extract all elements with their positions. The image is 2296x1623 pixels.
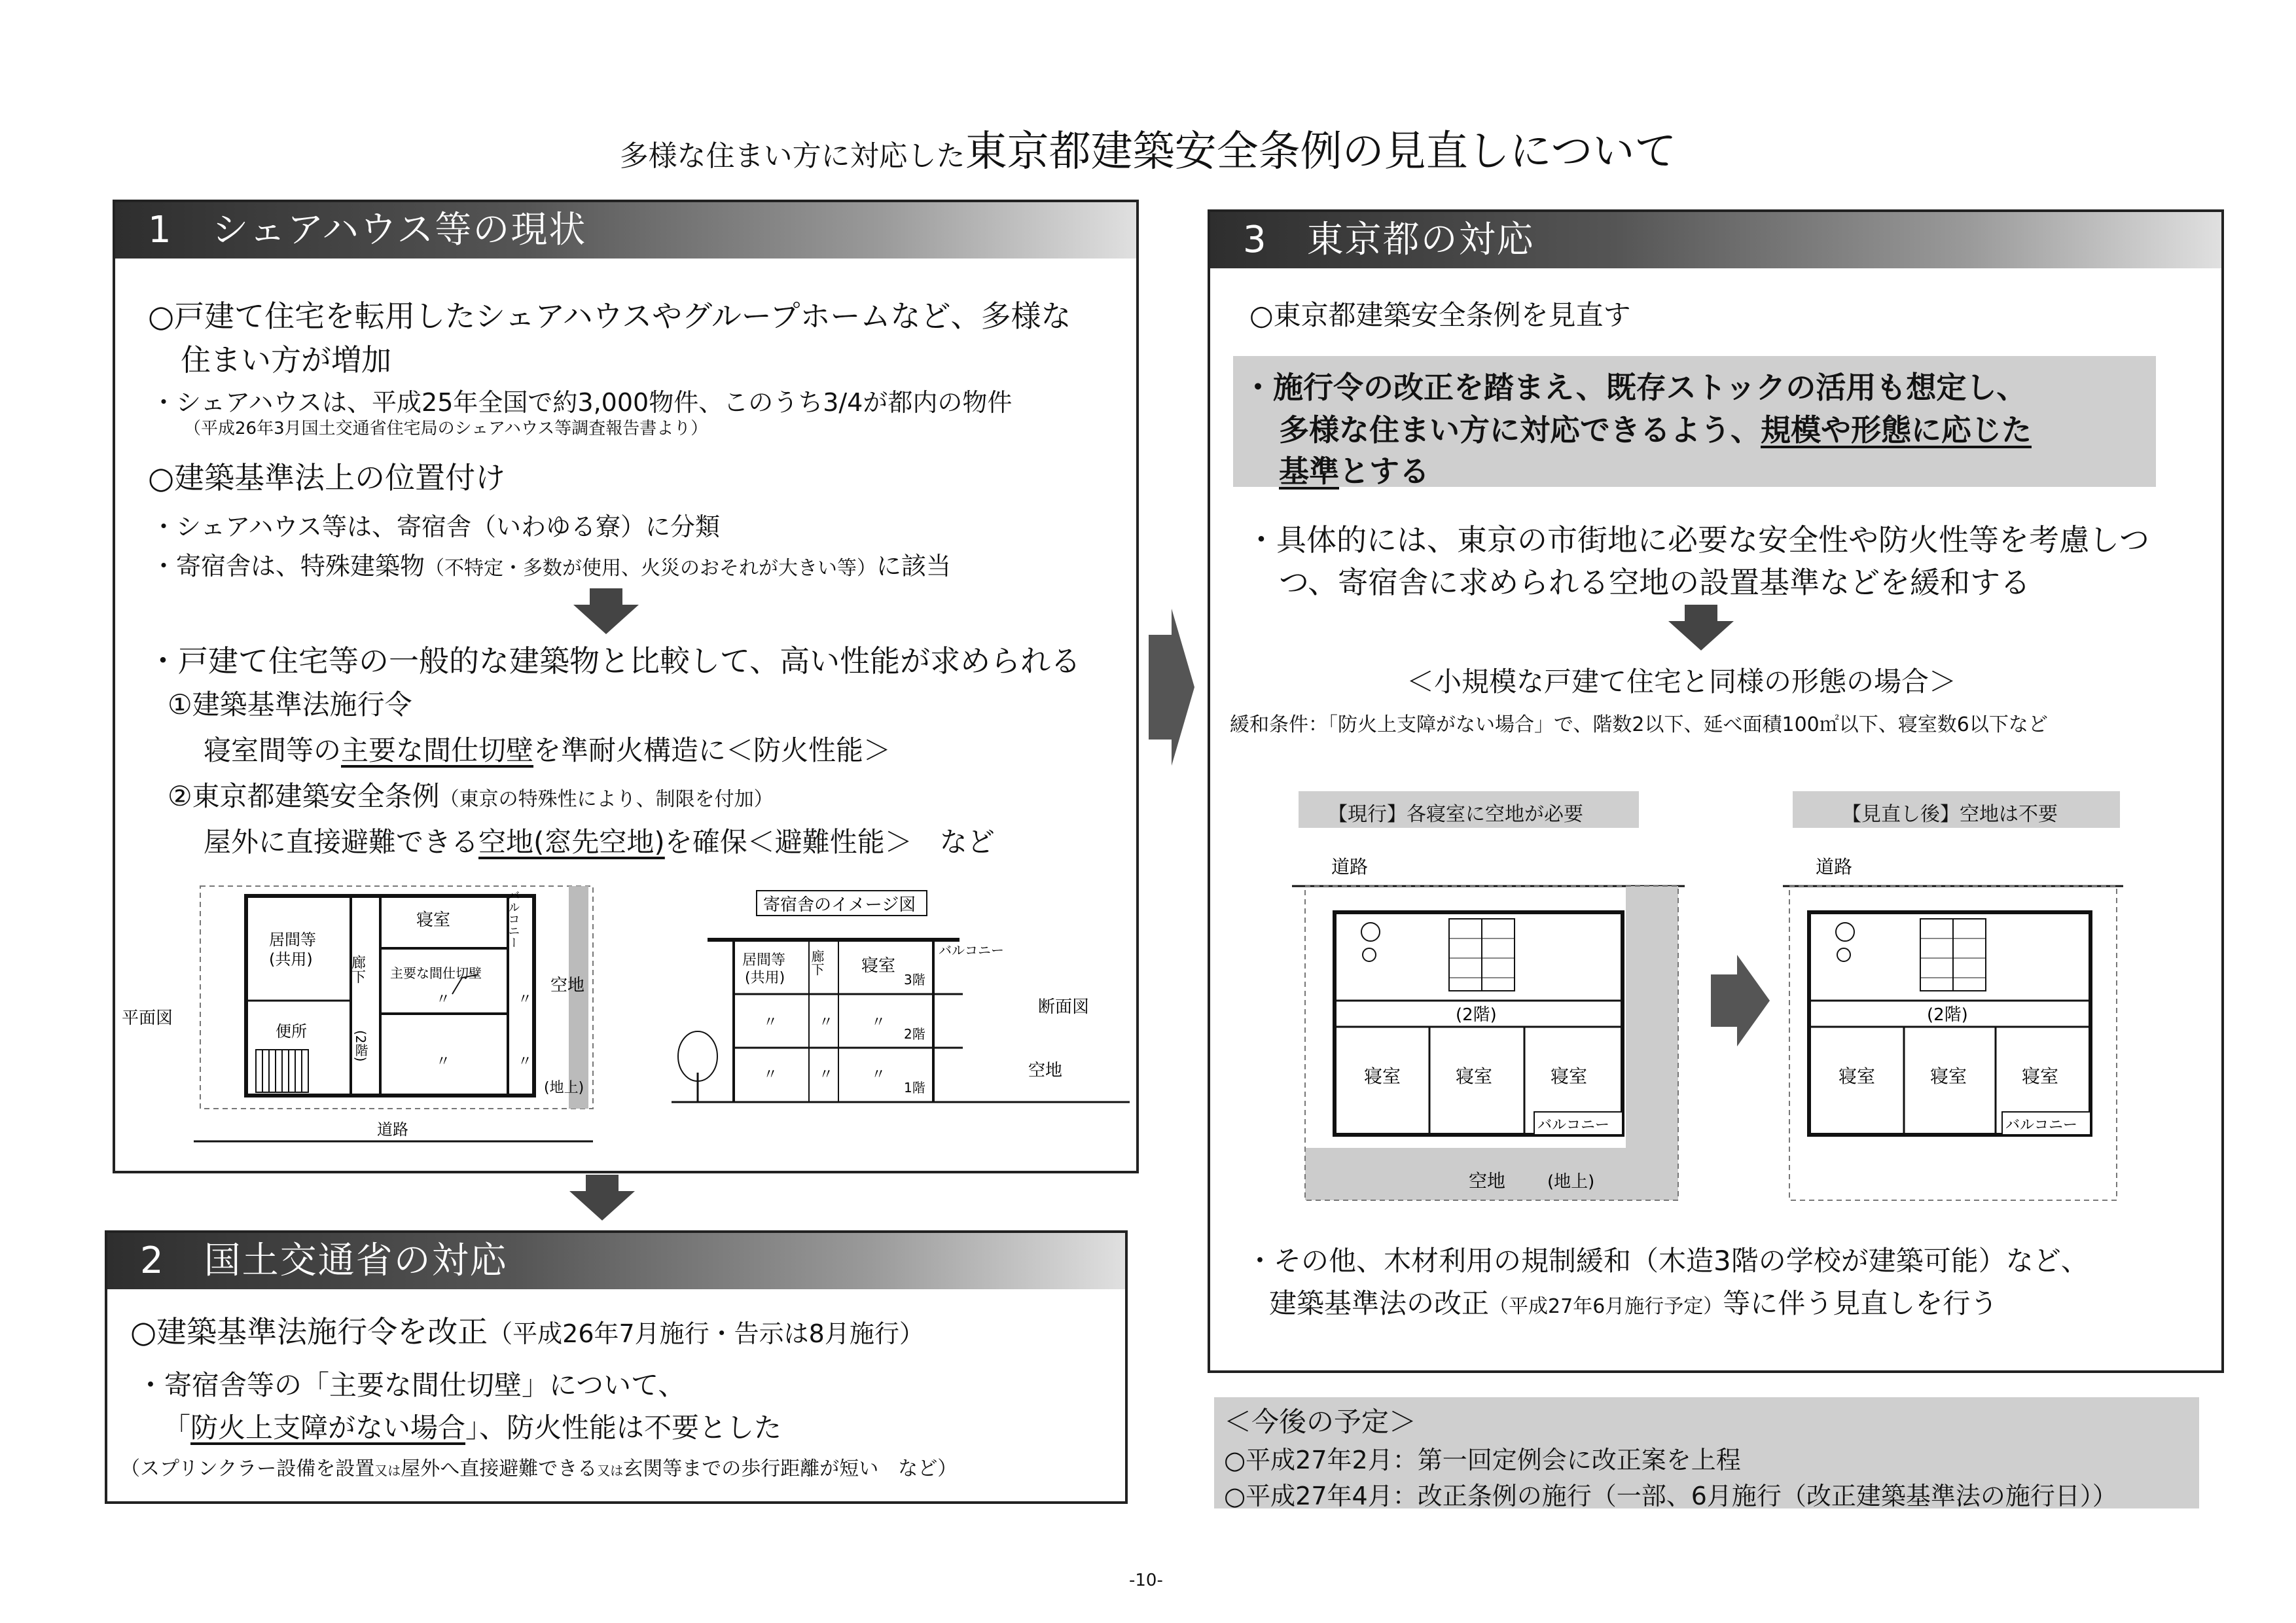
p3-other-l2-c: 等に伴う見直しを行う	[1723, 1287, 1998, 1319]
arrow-down-icon	[573, 588, 639, 634]
arrow-down-icon-3	[1668, 605, 1734, 651]
section-f3: 3階	[904, 972, 925, 988]
section-diagram	[672, 876, 1130, 1158]
before-bedroom-1: 寝室	[1364, 1065, 1401, 1087]
before-open: 空地	[1469, 1170, 1506, 1192]
before-bedroom-3: 寝室	[1551, 1065, 1588, 1087]
panel2-heading: 国土交通省の対応	[204, 1240, 508, 1282]
floor-plan-diagram	[122, 876, 711, 1164]
p1-special-a: ・寄宿舎は、特殊建築物	[151, 552, 425, 580]
section-open: 空地	[1028, 1061, 1063, 1080]
section-corridor: 廊下	[809, 950, 825, 976]
panel2-header	[107, 1233, 1125, 1289]
panel-tokyo-response	[1208, 209, 2224, 1373]
p2-line2: ・寄宿舎等の「主要な間仕切壁」について、	[137, 1369, 686, 1401]
p1-item2-body	[204, 821, 995, 860]
panel1-header	[115, 202, 1136, 259]
p3-box-l3-b: とする	[1339, 454, 1429, 489]
page-number: -10-	[1129, 1571, 1163, 1590]
before-plan-diagram	[1292, 840, 1685, 1213]
p1-line1: ○戸建て住宅を転用したシェアハウスやグループホームなど、多様な	[148, 298, 1071, 334]
plan-open: 空地	[550, 976, 585, 995]
p1-item1-b: を準耐火構造に＜防火性能＞	[533, 734, 891, 766]
section-living-1: 居間等	[742, 952, 786, 969]
p2-line1-b: （平成26年7月施行・告示は8月施行）	[488, 1319, 924, 1348]
p3-box-l2	[1279, 406, 2032, 450]
plan-ditto-1: 〃	[436, 991, 451, 1008]
p2-line3	[163, 1406, 781, 1446]
plan-balcony: バルコニー	[506, 889, 520, 948]
after-bedroom-3: 寝室	[2022, 1065, 2059, 1087]
plan-living-2: (共用)	[269, 950, 313, 969]
section-label: 寄宿舎のイメージ図	[763, 895, 916, 915]
panel1-number: 1	[148, 209, 173, 251]
p3-line1: ○東京都建築安全条例を見直す	[1249, 299, 1631, 331]
p2-line4-or2: 又は	[597, 1463, 624, 1478]
p3-p2-l2: つ、寄宿舎に求められる空地の設置基準などを緩和する	[1279, 565, 2031, 600]
section-ditto-5: 〃	[871, 1014, 886, 1031]
section-ditto-1: 〃	[763, 1014, 778, 1031]
p1-heading2: ○建築基準法上の位置付け	[148, 460, 506, 495]
p3-other-l2-a: 建築基準法の改正	[1269, 1287, 1490, 1319]
after-label: 【見直し後】空地は不要	[1842, 803, 2058, 826]
panel3-heading: 東京都の対応	[1306, 219, 1535, 261]
plan-stairs: (2階)	[353, 1030, 368, 1062]
plan-ditto-2: 〃	[436, 1054, 451, 1070]
p3-box-l1: ・施行令の改正を踏まえ、既存ストックの活用も想定し、	[1243, 370, 2027, 405]
p1-item2-t: ②東京都建築安全条例	[168, 780, 440, 812]
plan-wall: 主要な間仕切壁	[390, 965, 482, 981]
after-bedroom-2: 寝室	[1930, 1065, 1967, 1087]
p1-item1-a: 寝室間等の	[204, 734, 342, 766]
plan-living-1: 居間等	[269, 931, 316, 949]
p3-box-l2-a: 多様な住まい方に対応できるよう、	[1279, 412, 1761, 448]
panel-mlit-response	[105, 1230, 1128, 1504]
before-road: 道路	[1331, 856, 1369, 878]
p1-share-bullet: ・シェアハウスは、平成25年全国で約3,000物件、このうち3/4が都内の物件	[151, 388, 1013, 417]
p1-item2-u: 空地(窓先空地)	[478, 826, 665, 858]
p1-line2: 住まい方が増加	[181, 342, 391, 378]
section-ditto-4: 〃	[819, 1067, 834, 1083]
plan-ditto-4: 〃	[518, 1054, 533, 1070]
page-title	[0, 118, 2296, 178]
title-prefix: 多様な住まい方に対応した	[619, 139, 965, 173]
p3-box-l2-u: 規模や形態に応じた	[1761, 412, 2032, 448]
p1-item2-a: 屋外に直接避難できる	[204, 826, 479, 858]
arrow-down-icon-2	[569, 1175, 635, 1221]
plan-label: 平面図	[122, 1008, 173, 1028]
before-label: 【現行】各寝室に空地が必要	[1328, 803, 1583, 826]
panel-current-status	[113, 200, 1139, 1173]
p1-special-c: に該当	[876, 552, 952, 580]
schedule-heading: ＜今後の予定＞	[1224, 1406, 1417, 1438]
plan-ground: (地上)	[544, 1080, 584, 1096]
panel3-header	[1210, 212, 2221, 268]
p3-other-l2-b: （平成27年6月施行予定）	[1489, 1295, 1723, 1318]
section-view: 断面図	[1038, 997, 1090, 1017]
section-f1: 1階	[904, 1080, 925, 1096]
panel3-number: 3	[1243, 219, 1268, 261]
p1-item1-u: 主要な間仕切壁	[341, 734, 534, 766]
p1-item1-title: ①建築基準法施行令	[168, 688, 412, 721]
arrow-right-icon	[1149, 609, 1194, 766]
p3-other-l1: ・その他、木材利用の規制緩和（木造3階の学校が建築可能）など、	[1246, 1245, 2089, 1277]
before-ground: (地上)	[1547, 1172, 1595, 1192]
p2-line4-or1: 又は	[374, 1463, 401, 1478]
after-plan-diagram	[1783, 840, 2123, 1213]
schedule-item-1: ○平成27年2月：第一回定例会に改正案を上程	[1224, 1446, 1741, 1474]
p1-item1-body	[204, 729, 891, 768]
plan-ditto-3: 〃	[518, 991, 533, 1008]
after-bedroom-1: 寝室	[1839, 1065, 1876, 1087]
p1-special-b: （不特定・多数が使用、火災のおそれが大きい等）	[425, 557, 877, 580]
p2-line4	[120, 1452, 957, 1481]
before-bedroom-2: 寝室	[1456, 1065, 1493, 1087]
plan-toilet: 便所	[276, 1022, 307, 1041]
p1-source: （平成26年3月国土交通省住宅局のシェアハウス等調査報告書より）	[184, 419, 708, 438]
arrow-right-icon-2	[1711, 955, 1770, 1046]
p1-item2-note: （東京の特殊性により、制限を付加）	[439, 788, 774, 811]
p1-bullet-special	[151, 546, 951, 582]
panel1-heading: シェアハウス等の現状	[211, 209, 587, 251]
p1-bullet-performance: ・戸建て住宅等の一般的な建築物と比較して、高い性能が求められる	[148, 643, 1081, 679]
p2-line3-u: 防火上支障がない場合	[190, 1412, 466, 1444]
p2-line3-a: 「	[163, 1412, 191, 1444]
schedule-item-2: ○平成27年4月：改正条例の施行（一部、6月施行（改正建築基準法の施行日））	[1224, 1482, 2117, 1510]
section-ditto-6: 〃	[871, 1067, 886, 1083]
after-road: 道路	[1816, 856, 1853, 878]
section-living-2: (共用)	[745, 970, 785, 986]
after-floor: (2階)	[1927, 1005, 1968, 1025]
plan-bedroom: 寝室	[416, 910, 451, 930]
p2-line3-b: 」、防火性能は不要とした	[465, 1412, 782, 1444]
section-f2: 2階	[904, 1026, 925, 1042]
p1-bullet-dormitory: ・シェアハウス等は、寄宿舎（いわゆる寮）に分類	[151, 512, 721, 541]
p2-line4-b: 屋外へ直接避難できる	[401, 1457, 598, 1480]
p2-line4-a: （スプリンクラー設備を設置	[120, 1457, 375, 1480]
p2-line1	[130, 1308, 924, 1351]
p2-line4-c: 玄関等までの歩行距離が短い など）	[623, 1457, 958, 1480]
p3-p2-l1: ・具体的には、東京の市街地に必要な安全性や防火性等を考慮しつ	[1246, 522, 2149, 558]
section-balcony: バルコニー	[939, 942, 1004, 958]
before-floor: (2階)	[1456, 1005, 1497, 1025]
p1-item2-b: を確保＜避難性能＞ など	[664, 826, 995, 858]
section-ditto-3: 〃	[819, 1014, 834, 1031]
p3-case: ＜小規模な戸建て住宅と同様の形態の場合＞	[1407, 666, 1957, 698]
after-balcony: バルコニー	[2005, 1117, 2078, 1133]
p3-other-l2	[1269, 1282, 1998, 1321]
before-balcony: バルコニー	[1537, 1117, 1610, 1133]
p3-conditions: 緩和条件：「防火上支障がない場合」で、階数2以下、延べ面積100㎡以下、寝室数6以下など	[1230, 713, 2048, 736]
p1-item2-title	[168, 775, 774, 814]
section-bedroom: 寝室	[861, 956, 896, 976]
panel2-number: 2	[140, 1240, 165, 1282]
p2-line1-a: ○建築基準法施行令を改正	[130, 1314, 488, 1349]
title-main: 東京都建築安全条例の見直しについて	[965, 128, 1677, 176]
plan-corridor: 廊下	[349, 955, 366, 984]
section-ditto-2: 〃	[763, 1067, 778, 1083]
plan-road: 道路	[377, 1120, 408, 1139]
p3-box-l3	[1279, 448, 1429, 491]
p3-box-l3-u: 基準	[1279, 454, 1339, 489]
